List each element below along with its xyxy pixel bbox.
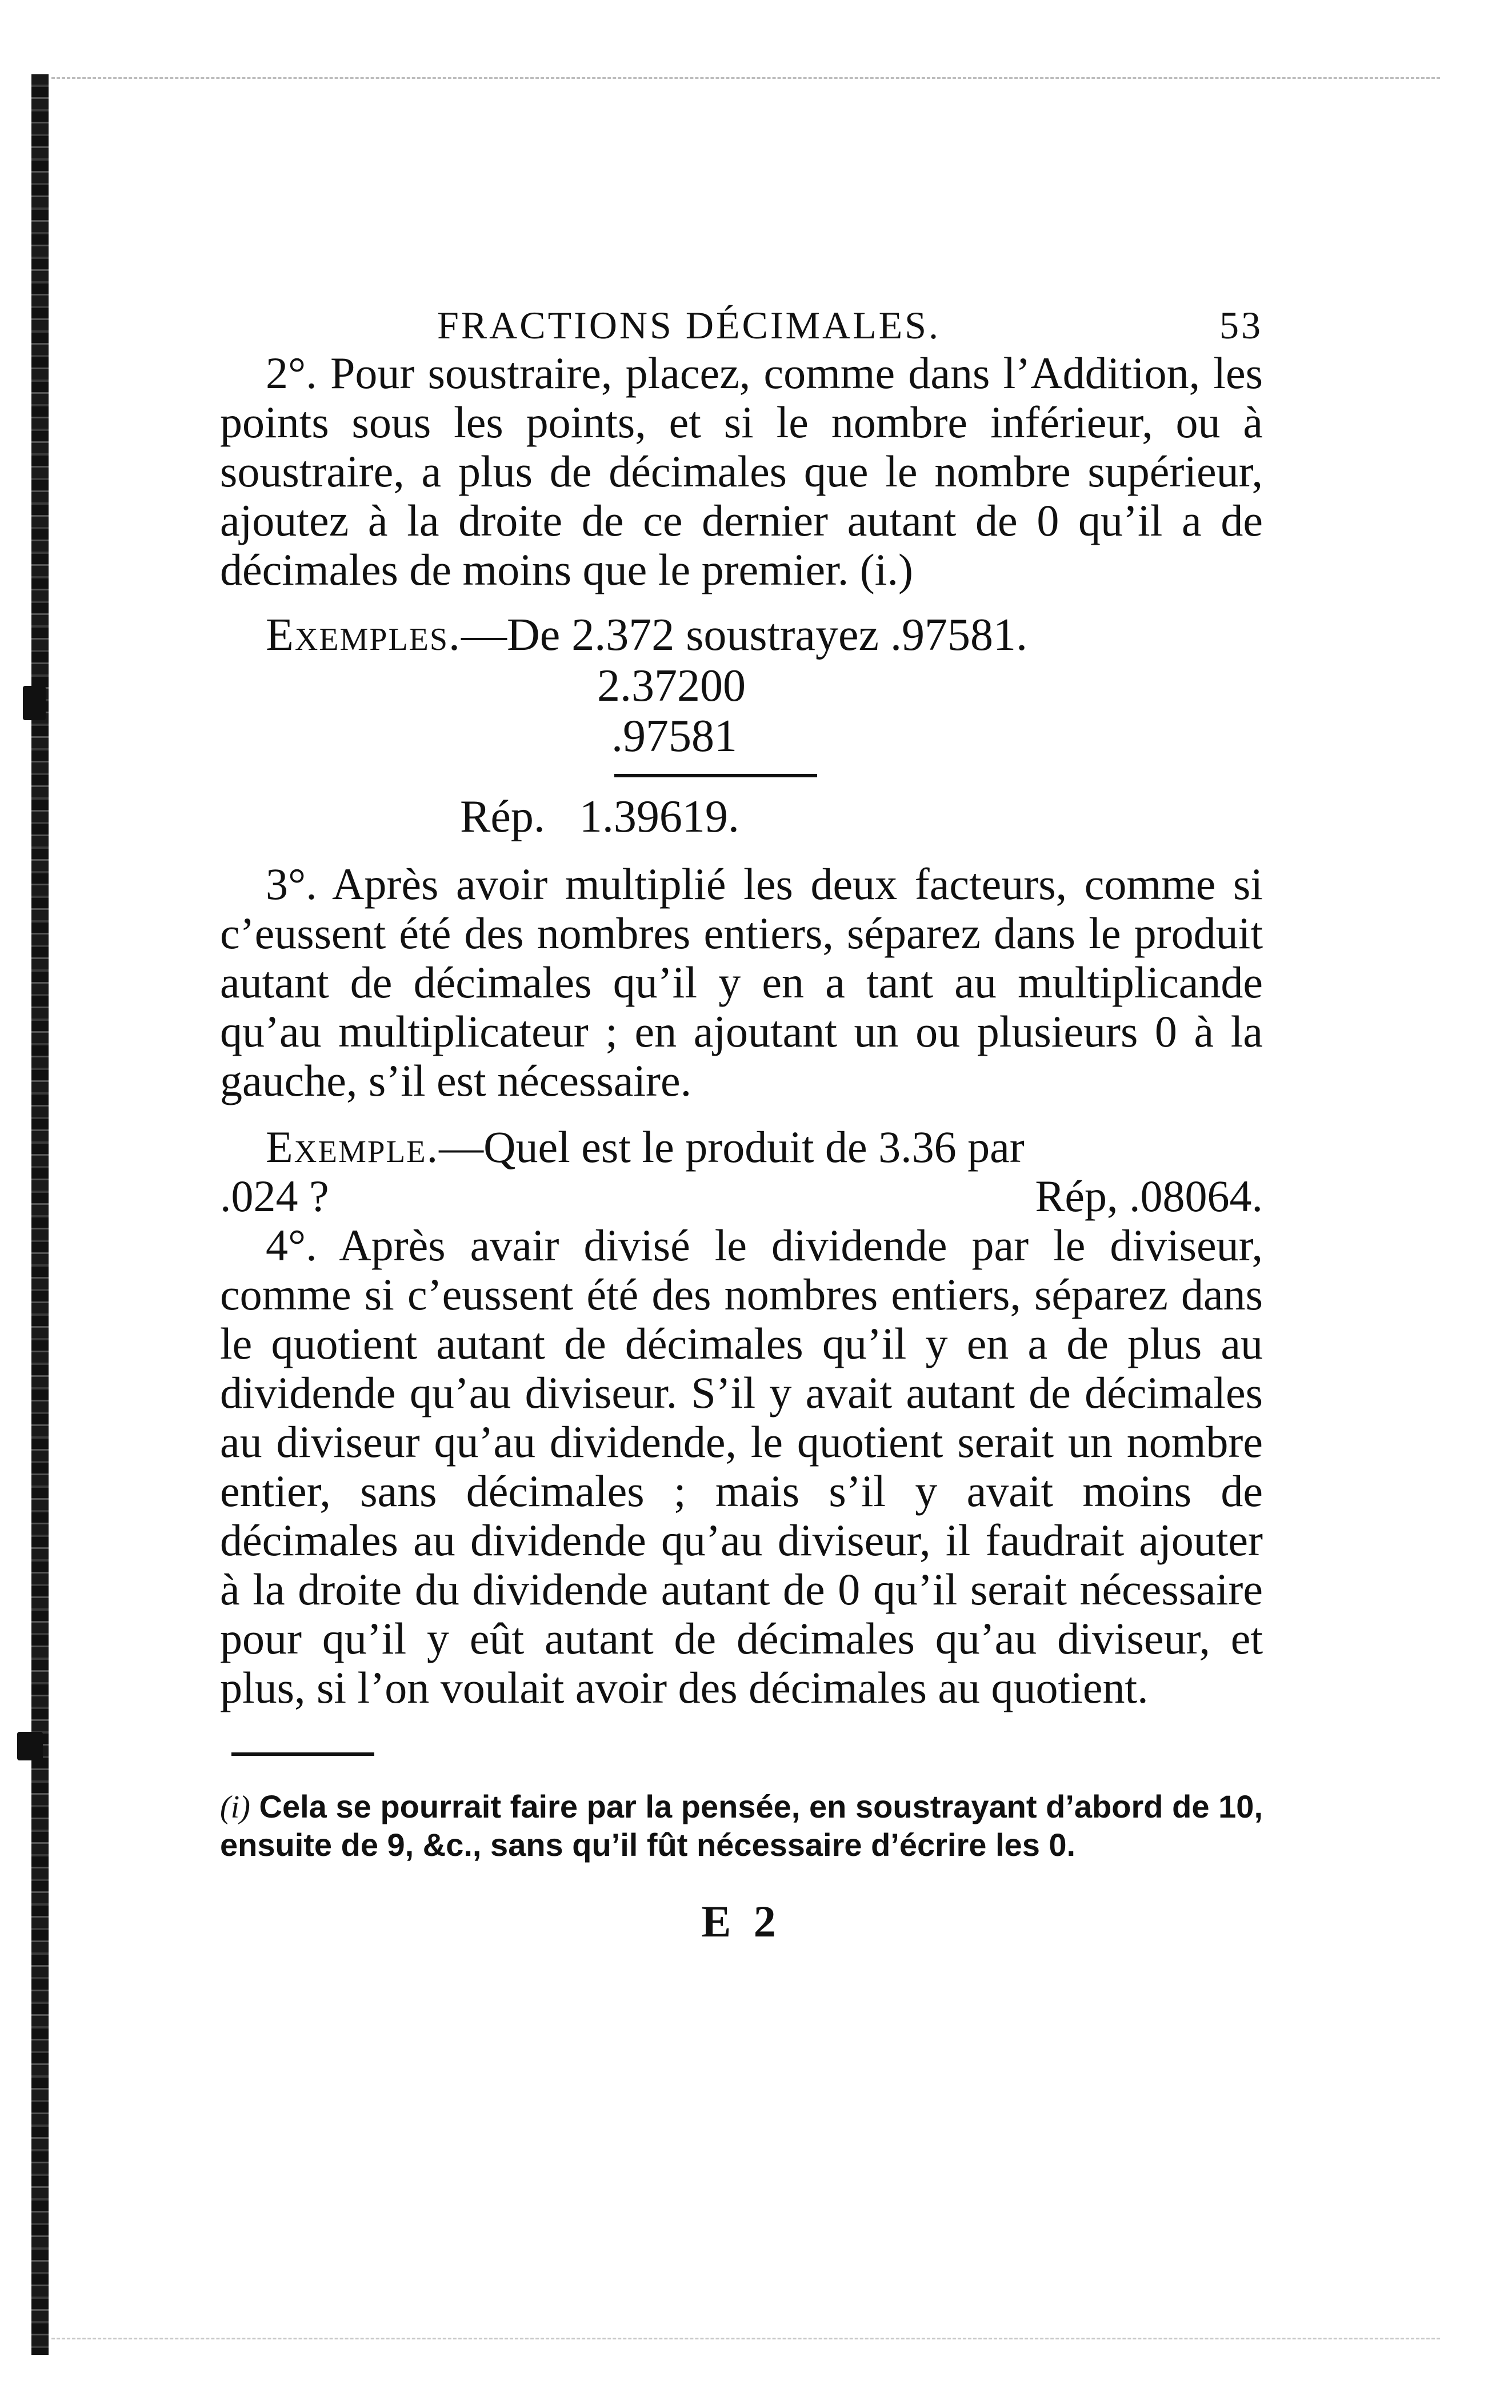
- binding-mark: [17, 1732, 43, 1760]
- example-label: Exemple.: [266, 1122, 439, 1172]
- example-2-continuation: .024 ?: [220, 1171, 329, 1221]
- footnote-text: Cela se pourrait faire par la pensée, en soustrayant d’abord de 10, ensuite de 9, &c., sans qu’il fût nécessaire d’écrire les 0.: [220, 1788, 1263, 1863]
- signature-mark: E 2: [701, 1896, 782, 1946]
- example-label: Exemples.: [266, 610, 462, 660]
- binding-mark: [23, 686, 46, 720]
- answer-label: Rép.: [460, 792, 545, 842]
- paragraph-2: 2°. Pour soustraire, placez, comme dans l’Addition, les points sous les points, et si le nombre inférieur, ou à soustraire, a plus de décimales que le nombre supérieur, ajoutez à la droite de ce dernier autant de 0 qu’il a de décimales de moins que le premier. (i.): [220, 348, 1263, 594]
- page-number: 53: [1219, 304, 1263, 347]
- example-2-line: [220, 1172, 1263, 1221]
- footnote-marker: (i): [220, 1790, 250, 1825]
- footnote-separator: [231, 1752, 374, 1756]
- running-title: FRACTIONS DÉCIMALES.: [437, 304, 941, 347]
- running-head: [220, 291, 1263, 349]
- paragraph-3: 3°. Après avoir multiplié les deux facteurs, comme si c’eussent été des nombres entiers, séparez dans le produit autant de décimales qu’il y en a tant au multiplicande qu’au multiplicateur ; en ajoutant un ou plusieurs 0 à la gauche, s’il est nécessaire.: [220, 859, 1263, 1105]
- example-1-answer: [460, 791, 1263, 842]
- bottom-edge-marks: [51, 2338, 1440, 2339]
- example-1-heading: [266, 609, 1263, 661]
- subtraction-rule: [614, 774, 817, 777]
- example-text: —Quel est le produit de 3.36 par: [439, 1122, 1025, 1172]
- example-2-answer: Rép, .08064.: [1035, 1171, 1263, 1221]
- footnote: [220, 1788, 1263, 1864]
- example-2-heading: [220, 1123, 1263, 1172]
- minuend: 2.37200: [597, 661, 746, 711]
- page-body: [220, 291, 1263, 1947]
- answer-value: 1.39619.: [579, 792, 739, 842]
- book-spine-shadow: [31, 74, 49, 2355]
- top-edge-marks: [51, 77, 1440, 79]
- subtrahend: .97581: [611, 711, 737, 761]
- paragraph-4: 4°. Après avair divisé le dividende par le diviseur, comme si c’eussent été des nombres entiers, séparez dans le quotient autant de décimales qu’il y en a de plus au dividende qu’au diviseur. S’il y avait autant de décimales au diviseur qu’au dividende, le quotient serait un nombre entier, sans décimales ; mais s’il y avait moins de décimales au dividende qu’au diviseur, il faudrait ajouter à la droite du dividende autant de 0 qu’il serait nécessaire pour qu’il y eût autant de décimales qu’au diviseur, et plus, si l’on voulait avoir des décimales au quotient.: [220, 1220, 1263, 1712]
- example-text: —De 2.372 soustrayez .97581.: [461, 610, 1027, 660]
